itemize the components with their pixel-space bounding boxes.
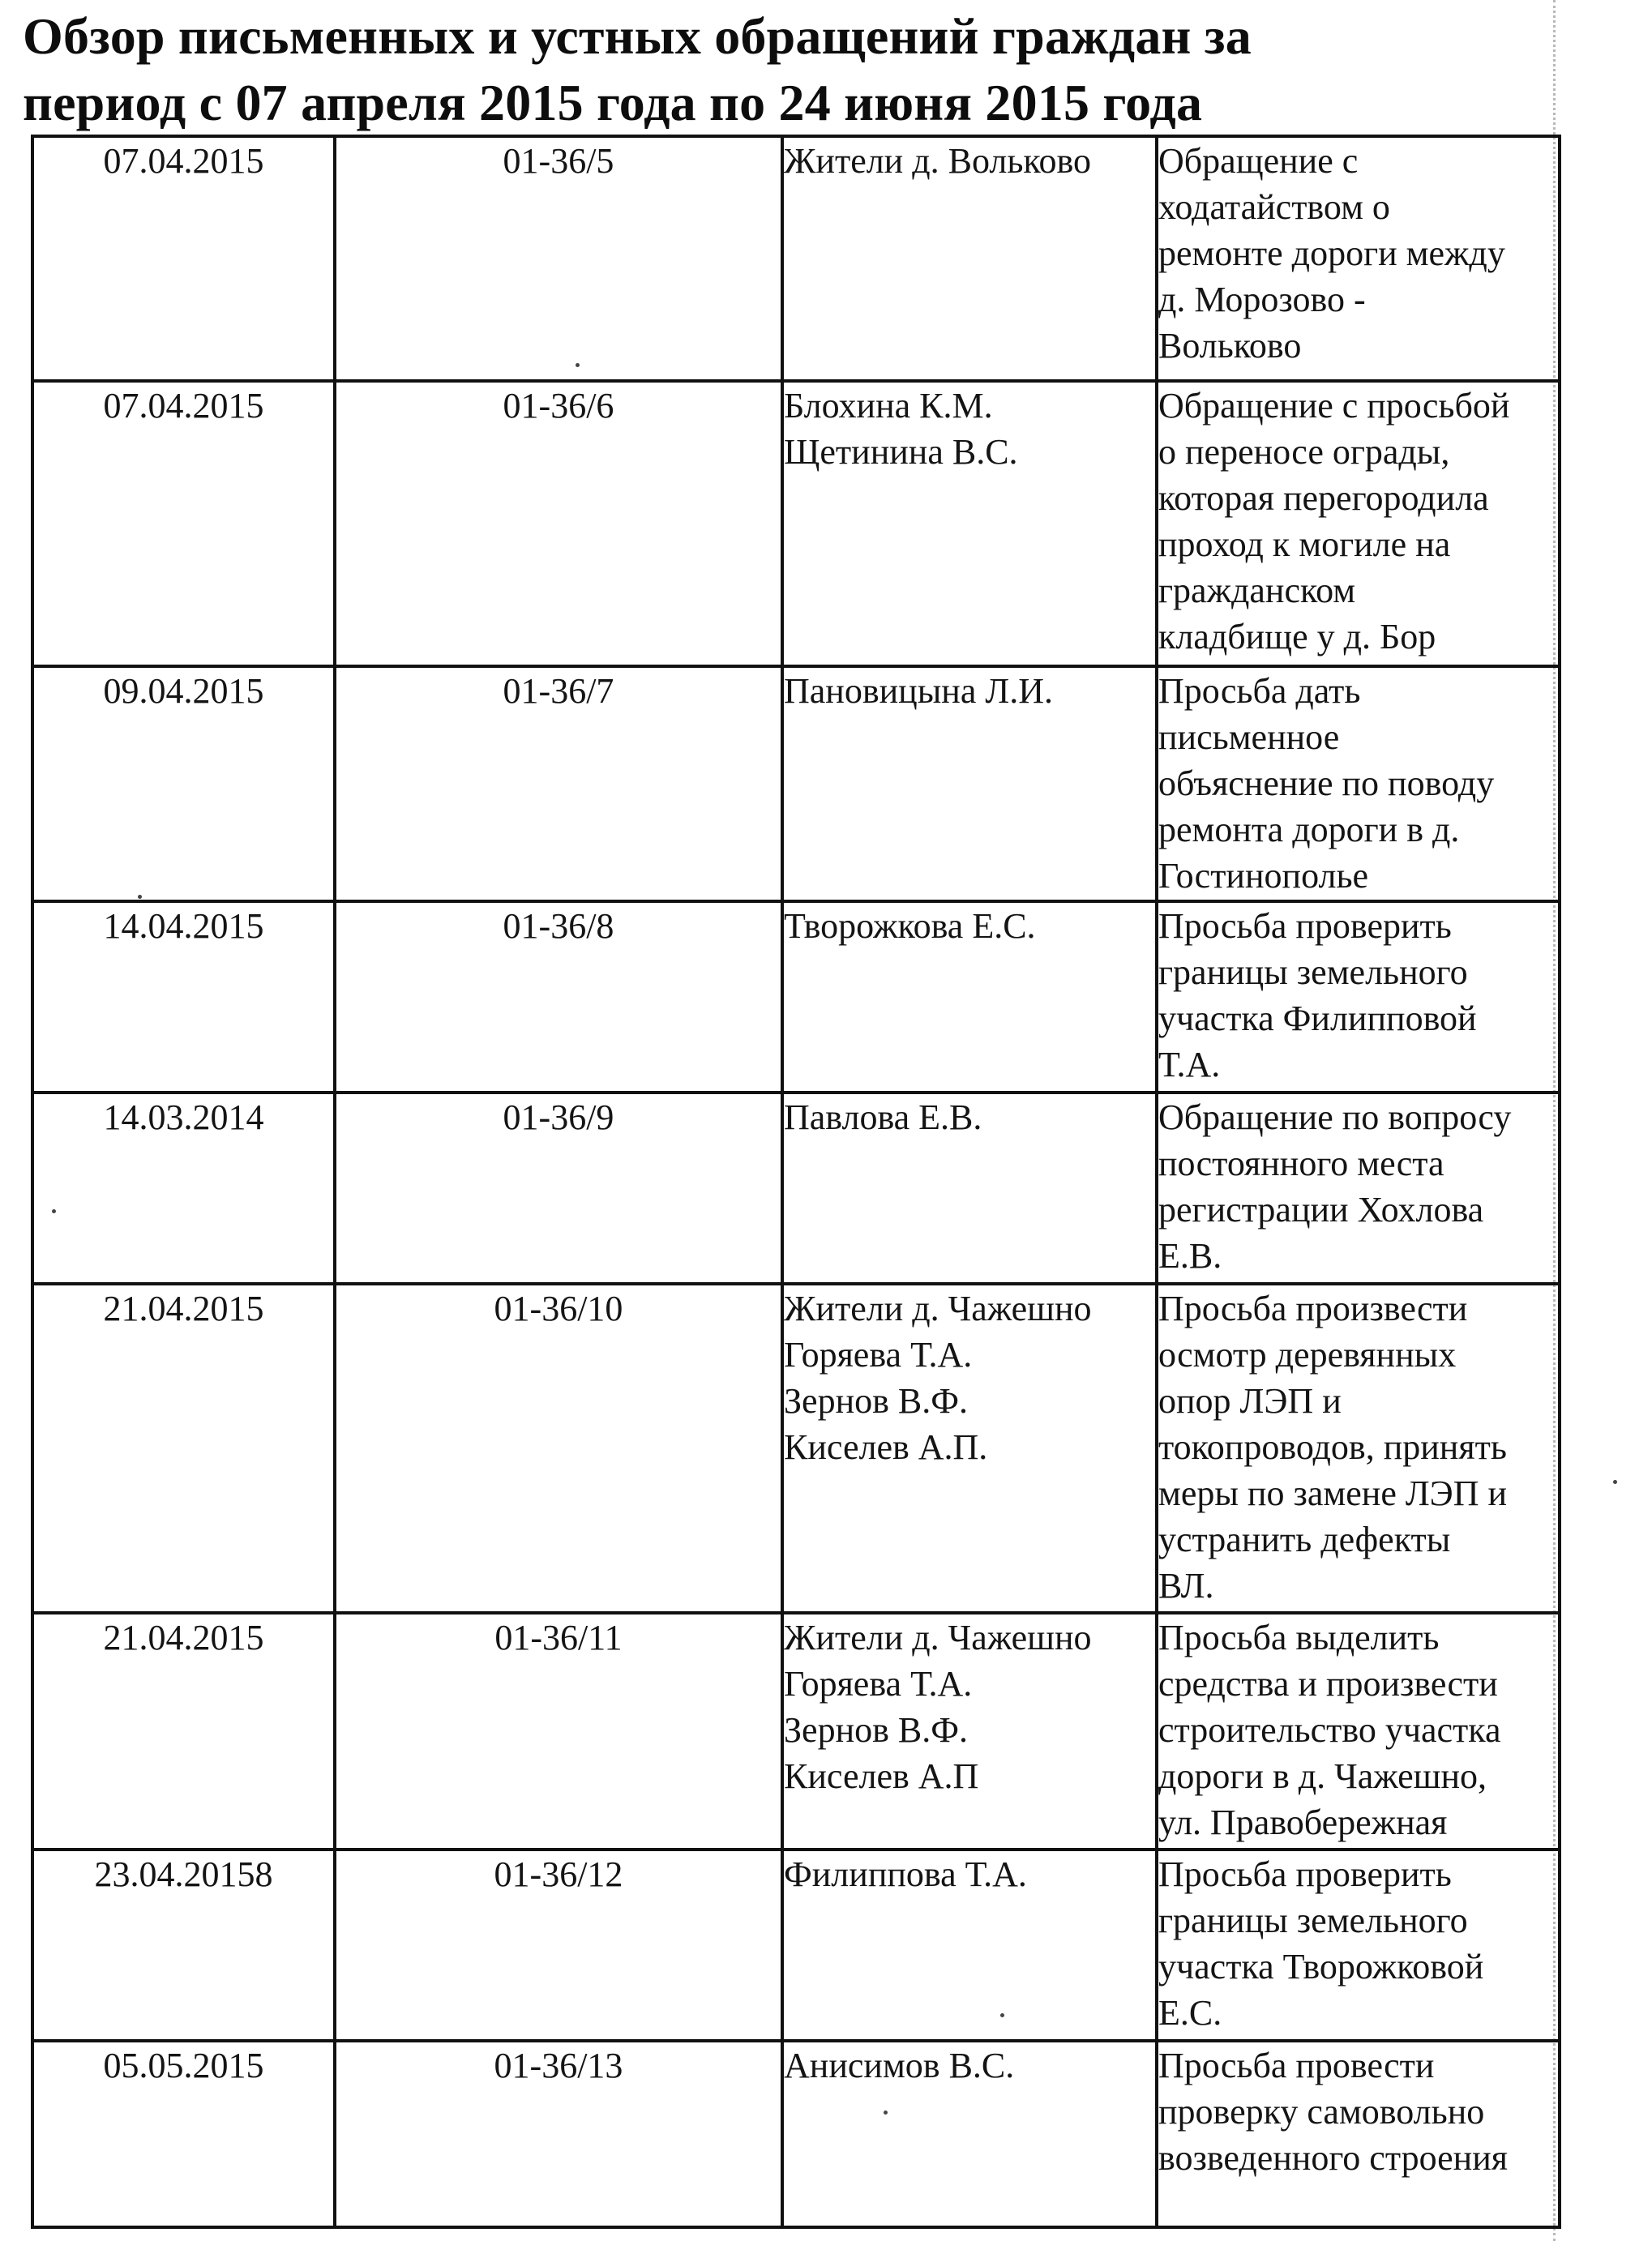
- applicant-cell: [782, 1093, 1157, 1284]
- number-cell: 01-36/13: [335, 2041, 782, 2227]
- date-cell: 09.04.2015: [32, 666, 335, 901]
- description-line: Обращение с просьбой: [1158, 386, 1510, 426]
- description-line: Просьба проверить: [1158, 906, 1452, 946]
- document-title: [23, 3, 1547, 136]
- description-line: Т.А.: [1158, 1045, 1221, 1084]
- number-cell: 01-36/11: [335, 1613, 782, 1850]
- number-cell: 01-36/10: [335, 1284, 782, 1613]
- description-line: ремонта дороги в д.: [1158, 810, 1460, 849]
- description-line: ВЛ.: [1158, 1566, 1214, 1606]
- date-cell: 14.04.2015: [32, 901, 335, 1093]
- number-cell: 01-36/8: [335, 901, 782, 1093]
- number-cell: 01-36/6: [335, 381, 782, 666]
- description-line: средства и произвести: [1158, 1664, 1498, 1704]
- description-line: Гостинополье: [1158, 856, 1369, 896]
- description-line: Просьба провести: [1158, 2046, 1435, 2085]
- description-line: письменное: [1158, 717, 1340, 757]
- applicant-line: Жители д. Чажешно: [784, 1618, 1092, 1657]
- number-cell: 01-36/9: [335, 1093, 782, 1284]
- description-cell: [1157, 1613, 1560, 1850]
- description-cell: [1157, 901, 1560, 1093]
- description-line: ремонте дороги между: [1158, 233, 1505, 273]
- description-line: Е.С.: [1158, 1993, 1222, 2033]
- scan-speck: [576, 363, 580, 367]
- description-line: дороги в д. Чажешно,: [1158, 1756, 1487, 1796]
- description-line: Просьба проверить: [1158, 1854, 1452, 1894]
- description-line: токопроводов, принять: [1158, 1427, 1507, 1467]
- description-line: меры по замене ЛЭП и: [1158, 1473, 1508, 1513]
- description-line: Просьба выделить: [1158, 1618, 1440, 1657]
- description-line: которая перегородила: [1158, 478, 1489, 518]
- scan-speck: [884, 2111, 888, 2115]
- scan-speck: [138, 895, 142, 899]
- scan-speck: [1613, 1480, 1617, 1484]
- description-line: регистрации Хохлова: [1158, 1190, 1484, 1230]
- title-line-2: период с 07 апреля 2015 года по 24 июня 2015 года: [23, 74, 1203, 131]
- title-line-1: Обзор письменных и устных обращений граждан за: [23, 7, 1252, 65]
- description-line: участка Филипповой: [1158, 999, 1477, 1038]
- applicant-line: Киселев А.П: [784, 1756, 979, 1796]
- table-row: [32, 901, 1560, 1093]
- description-cell: [1157, 136, 1560, 381]
- applicant-line: Творожкова Е.С.: [784, 906, 1036, 946]
- applicant-line: Блохина К.М.: [784, 386, 993, 426]
- table-row: [32, 666, 1560, 901]
- number-cell: 01-36/12: [335, 1850, 782, 2041]
- date-cell: 14.03.2014: [32, 1093, 335, 1284]
- number-cell: 01-36/5: [335, 136, 782, 381]
- table-row: [32, 1850, 1560, 2041]
- applicant-line: Филиппова Т.А.: [784, 1854, 1027, 1894]
- description-line: Вольково: [1158, 326, 1302, 366]
- description-line: постоянного места: [1158, 1144, 1444, 1183]
- applicant-cell: [782, 1284, 1157, 1613]
- description-line: возведенного строения: [1158, 2138, 1508, 2178]
- description-cell: [1157, 381, 1560, 666]
- applicant-line: Пановицына Л.И.: [784, 671, 1053, 711]
- applicant-cell: [782, 381, 1157, 666]
- applicant-cell: [782, 666, 1157, 901]
- description-line: границы земельного: [1158, 952, 1468, 992]
- applicant-line: Киселев А.П.: [784, 1427, 988, 1467]
- description-line: границы земельного: [1158, 1901, 1468, 1940]
- applicant-line: Жители д. Чажешно: [784, 1289, 1092, 1328]
- description-line: Просьба дать: [1158, 671, 1361, 711]
- description-line: объяснение по поводу: [1158, 763, 1495, 803]
- description-cell: [1157, 1093, 1560, 1284]
- applicant-line: Горяева Т.А.: [784, 1664, 973, 1704]
- applicant-line: Горяева Т.А.: [784, 1335, 973, 1375]
- description-line: устранить дефекты: [1158, 1520, 1451, 1559]
- description-line: д. Морозово -: [1158, 280, 1366, 319]
- applicant-line: Щетинина В.С.: [784, 432, 1018, 472]
- description-line: участка Творожковой: [1158, 1947, 1484, 1987]
- description-line: опор ЛЭП и: [1158, 1381, 1342, 1421]
- description-line: осмотр деревянных: [1158, 1335, 1457, 1375]
- description-line: кладбище у д. Бор: [1158, 617, 1436, 656]
- applicant-cell: [782, 136, 1157, 381]
- description-line: о переносе ограды,: [1158, 432, 1450, 472]
- description-line: ходатайством о: [1158, 187, 1390, 227]
- description-cell: [1157, 1284, 1560, 1613]
- applicant-line: Зернов В.Ф.: [784, 1381, 969, 1421]
- scan-speck: [52, 1209, 56, 1213]
- description-line: гражданском: [1158, 571, 1356, 610]
- applicant-cell: [782, 1613, 1157, 1850]
- date-cell: 05.05.2015: [32, 2041, 335, 2227]
- date-cell: 07.04.2015: [32, 136, 335, 381]
- table-row: [32, 1613, 1560, 1850]
- date-cell: 21.04.2015: [32, 1284, 335, 1613]
- description-line: ул. Правобережная: [1158, 1803, 1448, 1842]
- appeals-table: [31, 135, 1561, 2229]
- description-line: Е.В.: [1158, 1236, 1222, 1276]
- table-row: [32, 2041, 1560, 2227]
- table-row: [32, 1093, 1560, 1284]
- table-row: [32, 381, 1560, 666]
- applicant-line: Зернов В.Ф.: [784, 1710, 969, 1750]
- applicant-line: Жители д. Вольково: [784, 141, 1092, 181]
- description-cell: [1157, 2041, 1560, 2227]
- applicant-cell: [782, 901, 1157, 1093]
- description-line: проверку самовольно: [1158, 2092, 1485, 2132]
- description-line: проход к могиле на: [1158, 524, 1451, 564]
- description-line: Обращение с: [1158, 141, 1359, 181]
- applicant-cell: [782, 2041, 1157, 2227]
- description-line: Просьба произвести: [1158, 1289, 1468, 1328]
- date-cell: 21.04.2015: [32, 1613, 335, 1850]
- table-row: [32, 1284, 1560, 1613]
- number-cell: 01-36/7: [335, 666, 782, 901]
- date-cell: 23.04.20158: [32, 1850, 335, 2041]
- description-line: строительство участка: [1158, 1710, 1501, 1750]
- description-cell: [1157, 666, 1560, 901]
- description-line: Обращение по вопросу: [1158, 1097, 1512, 1137]
- applicant-line: Анисимов В.С.: [784, 2046, 1015, 2085]
- applicant-cell: [782, 1850, 1157, 2041]
- date-cell: 07.04.2015: [32, 381, 335, 666]
- applicant-line: Павлова Е.В.: [784, 1097, 982, 1137]
- scan-speck: [1000, 2013, 1004, 2017]
- description-cell: [1157, 1850, 1560, 2041]
- table-row: [32, 136, 1560, 381]
